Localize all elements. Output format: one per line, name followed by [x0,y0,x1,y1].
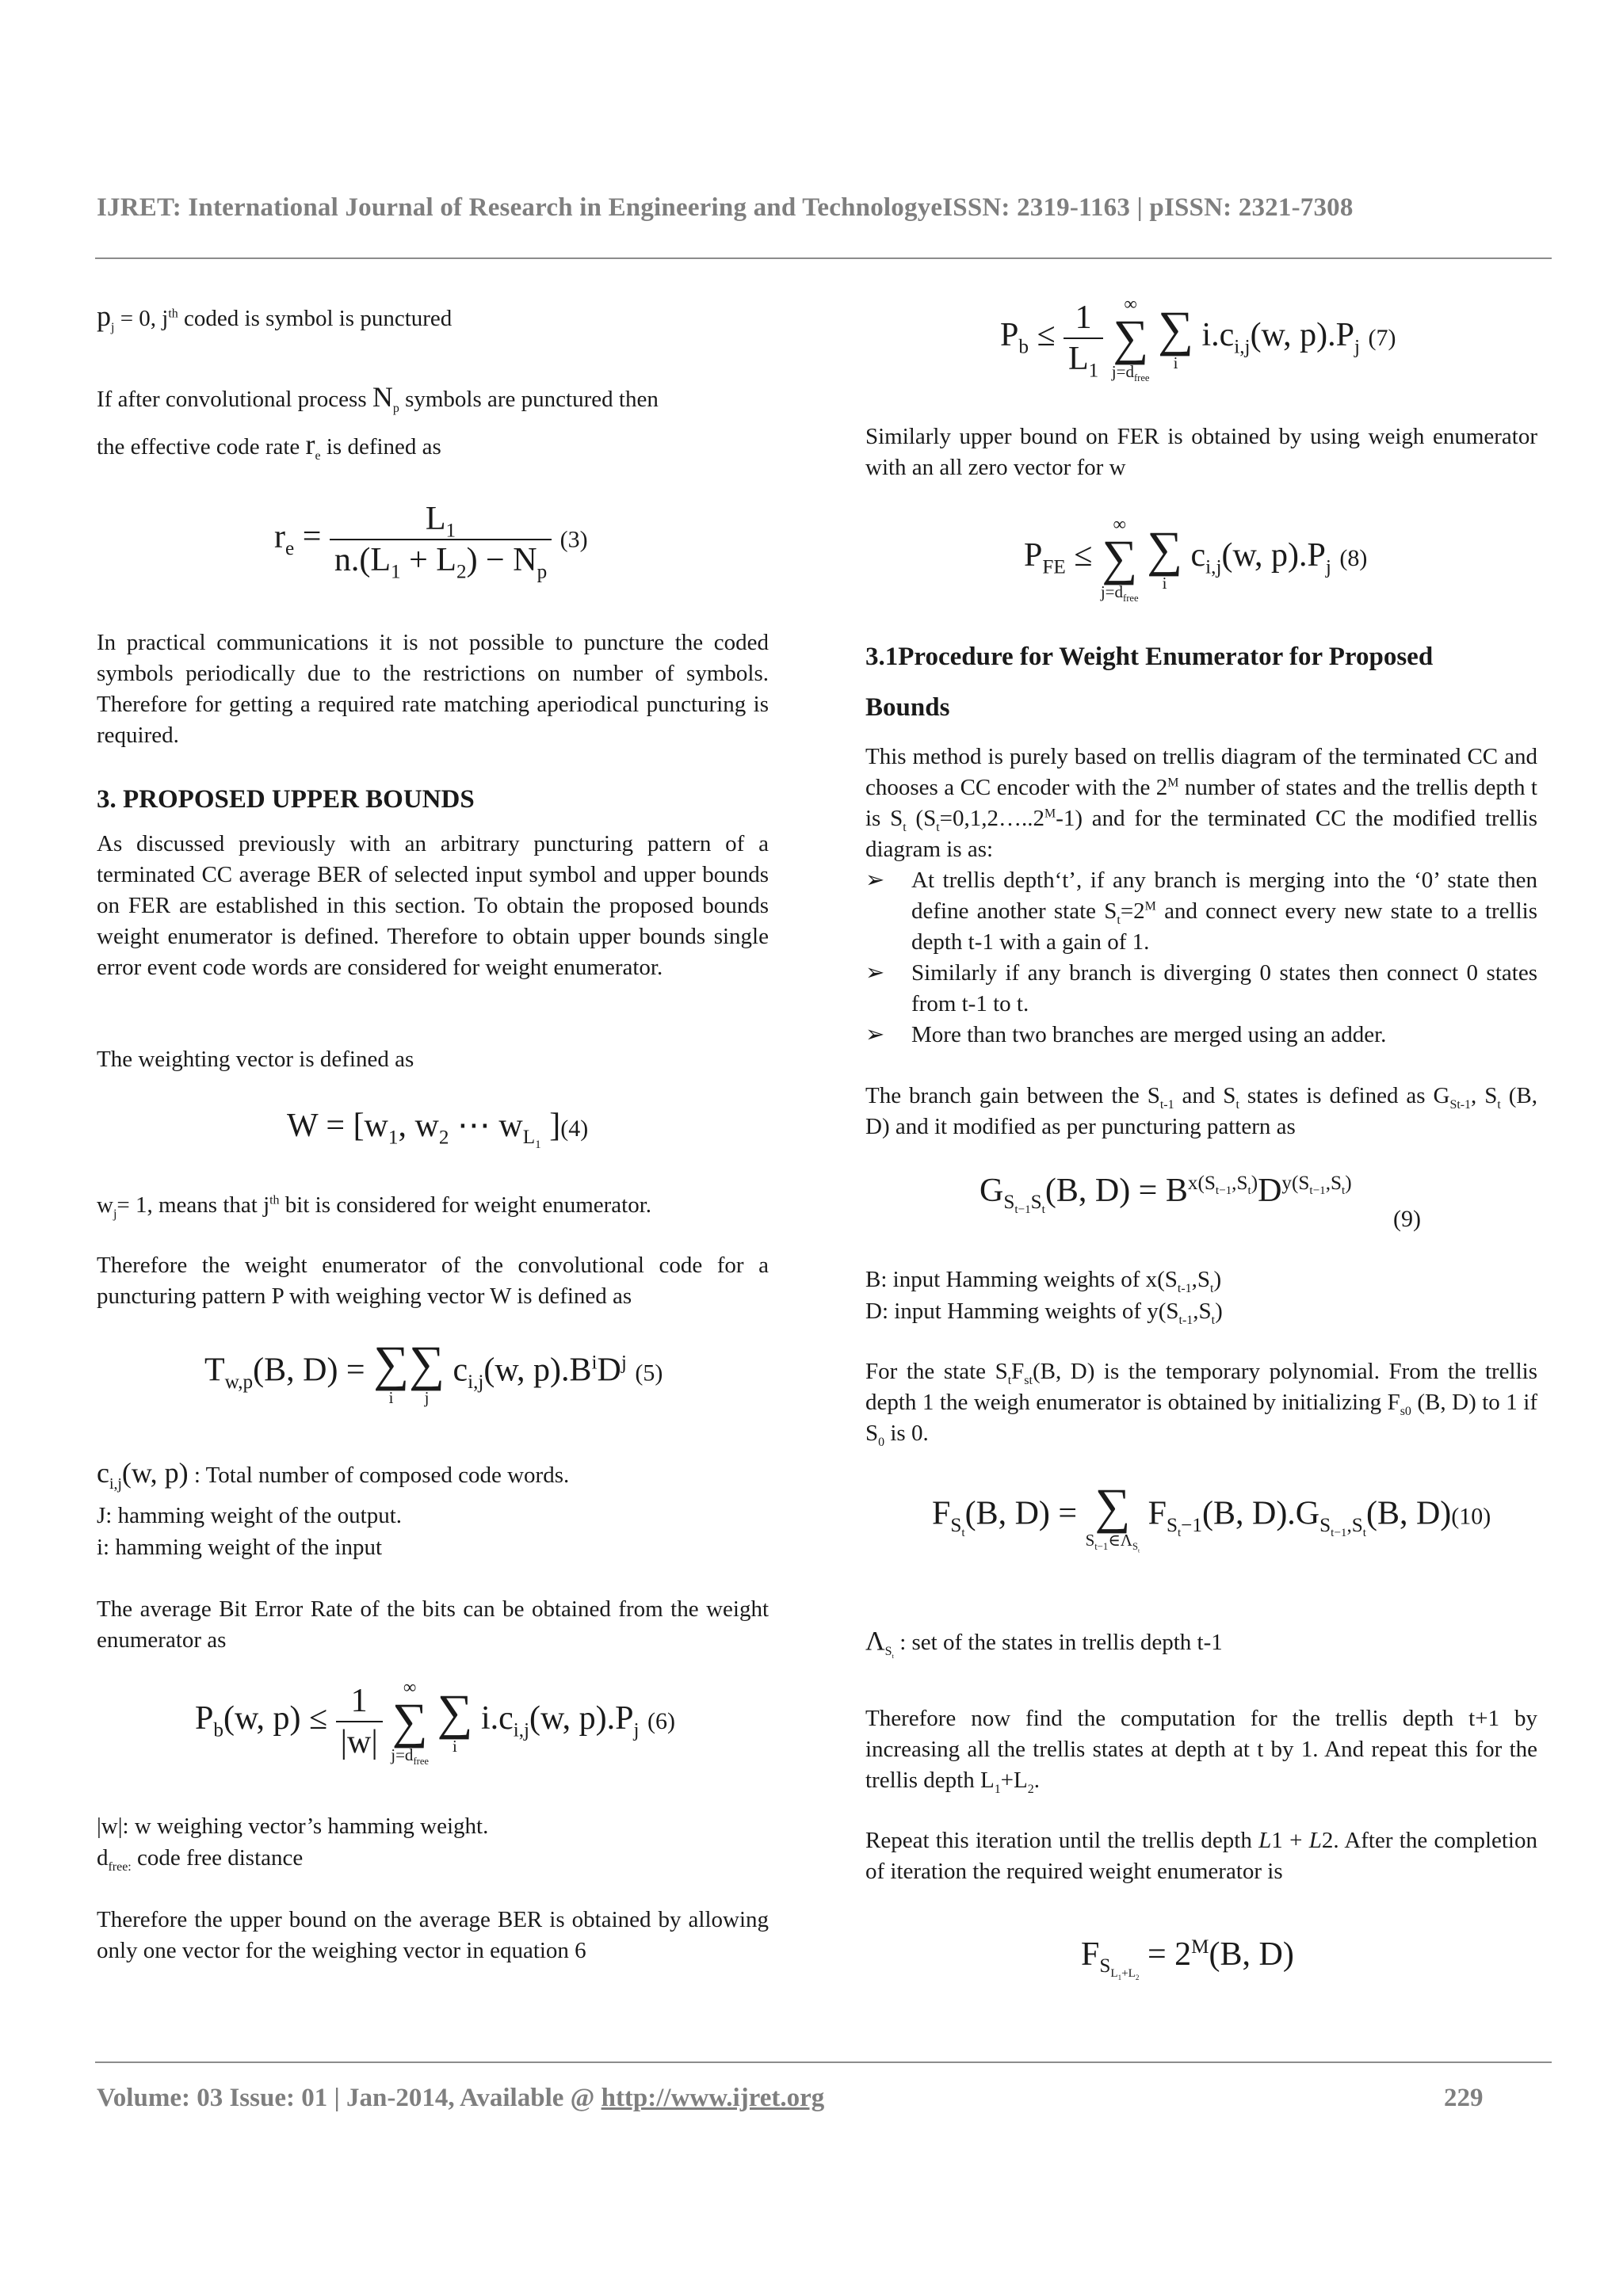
fer-intro: Similarly upper bound on FER is obtained by using weigh enumerator with an all zero vector for w [865,424,1537,480]
branch-gain-paragraph: The branch gain between the $S_{t-1}$ and $S_t$ states is defined as $G_{St-1}$, $S_t$ (B, D) and it modified as per puncturing pattern as [865,1083,1537,1139]
equation-10: $F_{S_t}(B$, D) = ∑ $S_{t-1}\in\Lambda_{S_t}$ $F_{S_t-1}(B$, $D).G_{S_{t-1},S_t}(B$, D)(10) [932,1478,1491,1554]
method-paragraph: This method is purely based on trellis diagram of the terminated CC and chooses a CC encoder with the $2^M$ number of states and the trellis depth t is $S_t$ $(S_t=0,1,2\dots..2^M-1)$ and for the terminated CC the modified trellis diagram is as: [865,744,1537,862]
footer-rule [95,2061,1552,2063]
list-item: ➢ More than two branches are merged using an adder. [865,1020,1537,1051]
subsection-3-1-title-cont: Bounds [865,693,950,722]
state-paragraph: For the state $S_tF_{st}(B$, D) is the temporary polynomial. From the trellis depth 1 the weigh enumerator is obtained by initializing $F_{s0}$ (B, D) to 1 if $S_0$ is 0. [865,1359,1537,1449]
procedure-list [865,865,1537,1051]
enumerator-intro: Therefore the weight enumerator of the convolutional code for a puncturing pattern P with weighing vector W is defined as [97,1253,769,1309]
footer-text: Volume: 03 Issue: 01 | Jan-2014, Available @ http://www.ijret.org [97,2084,825,2112]
arrow-bullet-icon: ➢ [865,960,885,986]
i-description: i: hamming weight of the input [97,1535,383,1560]
ber-intro: The average Bit Error Rate of the bits can be obtained from the weight enumerator as [97,1596,769,1653]
arrow-bullet-icon: ➢ [865,1022,885,1047]
journal-link[interactable]: http://www.ijret.org [601,2084,825,2112]
section-3-title: 3. PROPOSED UPPER BOUNDS [97,785,475,814]
d-description: D: input Hamming weights of $y(S_{t-1},S_t)$ [865,1299,1223,1327]
journal-header: IJRET: International Journal of Research in Engineering and TechnologyeISSN: 2319-1163 | pISSN: 2321-7308 [97,193,1354,222]
equation-6: $P_b(w$, p) ≤ $\frac{1}{|w|}$ ∞ ∑ $j=d_{free}$ ∑ i $i.c_{i,j}(w$, $p).P_j$ (6) [195,1676,675,1768]
subsection-3-1-title: 3.1Procedure for Weight Enumerator for Proposed [865,643,1434,671]
weighting-intro: The weighting vector is defined as [97,1047,414,1072]
equation-4: $W = [w_1$, $w_2$ ⋯ $w_{L_1}$ ](4) [287,1108,589,1152]
cij-description: $c_{i,j}(w$, p) : Total number of composed code words. [97,1457,570,1493]
pj-definition: $p_j = 0$, $j^{th}$ coded is symbol is punctured [97,300,453,334]
header-rule [95,257,1552,259]
equation-9-number: (9) [1393,1206,1421,1232]
w-description: |w|: w weighing vector’s hamming weight. [97,1814,489,1839]
page-number: 229 [1444,2084,1484,2112]
list-item: ➢ At trellis depth‘t’, if any branch is merging into the ‘0’ state then define another state $S_t=2^M$ and connect every new state to a trellis depth t-1 with a gain of 1. [865,865,1537,958]
b-description: B: input Hamming weights of $x(S_{t-1},S_t)$ [865,1267,1222,1295]
list-item: ➢ Similarly if any branch is diverging 0 states then connect 0 states from t-1 to t. [865,958,1537,1020]
therefore-now-paragraph: Therefore now find the computation for the trellis depth t+1 by increasing all the trellis states at depth at t by 1. And repeat this for the trellis depth $L_1+L_2$. [865,1706,1537,1796]
repeat-paragraph: Repeat this iteration until the trellis depth L1 + L2. After the completion of iteration the required weight enumerator is [865,1828,1537,1884]
equation-8: $P_{FE}$ ≤ ∞ ∑ $j=d_{free}$ ∑ i $c_{i,j}(w$, $p).P_j$ (8) [1024,513,1368,605]
equation-9: $G_{S_{t-1}S_t}(B$, $D) = B^{x(S_{t-1},S_t)}D^{y(S_{t-1},S_t)}$ [980,1173,1352,1217]
section-3-body: As discussed previously with an arbitrary puncturing pattern of a terminated CC average BER of selected input symbol and upper bounds on FER are established in this section. To obtain the proposed bounds weight enumerator is defined. Therefore to obtain upper bounds single error event code words are considered for weight enumerator. [97,831,769,980]
lambda-description: $\Lambda_{S_t}$ : set of the states in trellis depth t-1 [865,1627,1223,1660]
practical-paragraph: In practical communications it is not possible to puncture the coded symbols periodically due to the restrictions on number of symbols. Therefore for getting a required rate matching aperiodical puncturing is required. [97,630,769,748]
equation-7: $P_b$ ≤ $\frac{1}{L_1}$ ∞ ∑ $j=d_{free}$ ∑ i $i.c_{i,j}(w$, $p).P_j$ (7) [1000,293,1396,384]
dfree-description: $d_{free:}$ code free distance [97,1845,304,1874]
final-equation: $F_{S_{L_1+L_2}} = 2^M(B$, D) [1081,1936,1294,1982]
equation-3: $r_e$ = $\frac{L_1}{n.(L_1 + L_2) - N_p}$ (3) [274,501,588,583]
puncture-intro: If after convolutional process $N_p$ symbols are punctured then the effective code rate $r_e$ is defined as [97,381,659,463]
j-description: J: hamming weight of the output. [97,1503,403,1528]
upper-bound-paragraph: Therefore the upper bound on the average BER is obtained by allowing only one vector for the weighing vector in equation 6 [97,1907,769,1963]
wj-definition: $w_j= 1$, means that $j^{th}$ bit is considered for weight enumerator. [97,1192,652,1221]
equation-5: $T_{w,p}(B$, D) = ∑ i ∑ j $c_{i,j}(w$, $p).B^iD^j$ (5) [204,1336,663,1407]
arrow-bullet-icon: ➢ [865,868,885,893]
